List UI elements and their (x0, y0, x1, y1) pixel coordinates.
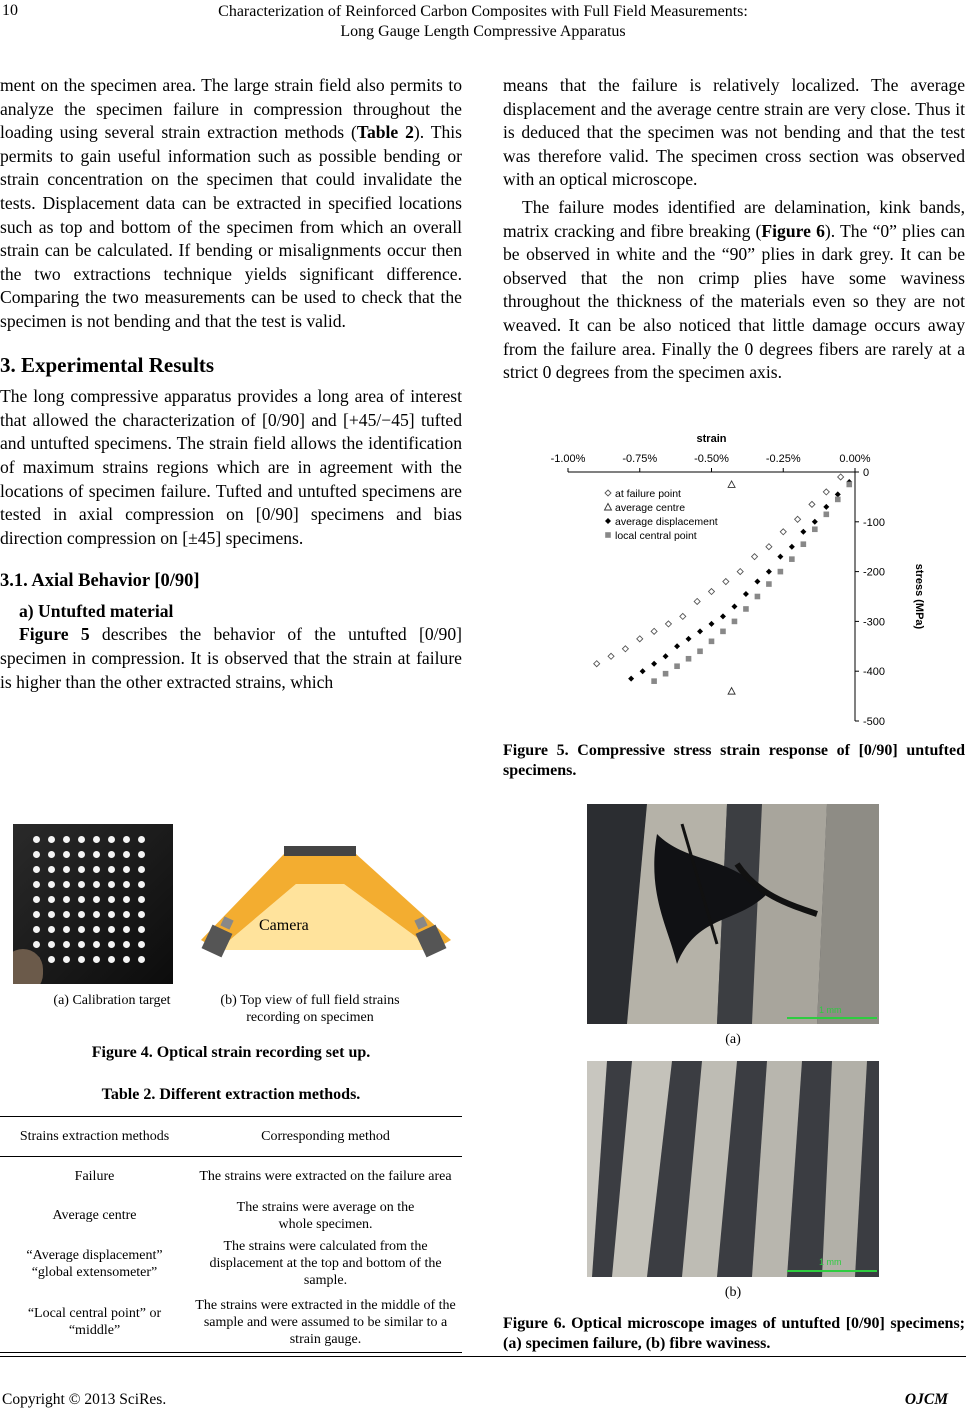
calibration-dot (48, 911, 55, 918)
legend-marker (605, 504, 612, 511)
calibration-dot (93, 941, 100, 948)
calibration-dot (78, 836, 85, 843)
x-tick-label: 0.00% (839, 453, 871, 465)
data-point (809, 501, 815, 507)
data-point (628, 676, 634, 682)
calibration-dot (93, 881, 100, 888)
calibration-dot (138, 851, 145, 858)
calibration-dot (63, 836, 70, 843)
calibration-dot (108, 866, 115, 873)
legend-marker (605, 490, 611, 496)
data-point (766, 569, 772, 575)
scale-bar-label: 1 mm (819, 1257, 842, 1267)
x-tick-label: -0.25% (765, 453, 801, 465)
data-point (789, 556, 795, 562)
calibration-dot (93, 836, 100, 843)
data-point (838, 474, 844, 480)
data-point (778, 569, 784, 575)
calibration-dot (108, 836, 115, 843)
calibration-dot (108, 881, 115, 888)
data-point (680, 613, 686, 619)
data-point (651, 628, 657, 634)
paragraph-4: means that the failure is relatively localized. The average displacement and the average centre strain are very close. Thus it is deduced that the specimen was not bending and that the test was therefore valid. The specimen cross section was observed with an optical microscope. (503, 75, 965, 190)
data-point (846, 482, 852, 488)
figure6-caption: Figure 6. Optical microscope images of untufted [0/90] specimens; (a) specimen failure, (b) fibre waviness. (503, 1315, 965, 1352)
data-point (731, 603, 737, 609)
calibration-dot (33, 911, 40, 918)
data-point (697, 648, 703, 654)
table-cell: The strains were average on the whole specimen. (236, 1199, 415, 1232)
calibration-dot (33, 926, 40, 933)
calibration-dot (78, 926, 85, 933)
y-axis-label: stress (MPa) (913, 563, 925, 630)
data-point (663, 671, 669, 677)
calibration-dot (138, 956, 145, 963)
data-point (728, 481, 735, 488)
calibration-dot (123, 956, 130, 963)
calibration-dot (48, 866, 55, 873)
calibration-dot (93, 956, 100, 963)
data-point (686, 656, 692, 662)
figure5-caption: Figure 5. Compressive stress strain response of [0/90] untufted specimens. (503, 742, 965, 779)
journal-name: OJCM (904, 1391, 948, 1408)
legend-entry: local central point (615, 530, 697, 542)
data-point (709, 589, 715, 595)
calibration-dot (33, 836, 40, 843)
data-point (686, 636, 692, 642)
data-point (697, 628, 703, 634)
table-cell: The strains were extracted in the middle of the sample and were assumed to be similar to a strain gauge. (195, 1297, 456, 1347)
data-point (663, 653, 669, 659)
calibration-dot (108, 911, 115, 918)
calibration-dot (138, 941, 145, 948)
calibration-dot (33, 851, 40, 858)
table-cell: The strains were extracted on the failure area (199, 1169, 452, 1185)
stress-strain-chart (520, 420, 930, 730)
calibration-dot (33, 881, 40, 888)
paragraph-3: Figure 5 describes the behavior of the untufted [0/90] specimen in compression. It is observed that the strain at failure is higher than the other extracted strains, which (0, 624, 463, 692)
data-point (835, 497, 841, 503)
calibration-dot (123, 896, 130, 903)
data-point (812, 526, 818, 532)
calibration-dot (123, 866, 130, 873)
scale-bar-label: 1 mm (819, 1005, 842, 1015)
data-point (835, 491, 841, 497)
data-point (651, 678, 657, 684)
calibration-dot (93, 866, 100, 873)
calibration-dot (108, 896, 115, 903)
calibration-dot (78, 866, 85, 873)
data-point (800, 529, 806, 535)
x-tick-label: -1.00% (550, 453, 586, 465)
calibration-dot (138, 836, 145, 843)
calibration-dot-grid (33, 836, 163, 976)
calibration-dot (93, 911, 100, 918)
calibration-dot (93, 926, 100, 933)
calibration-dot (78, 896, 85, 903)
microscope-image-failure (587, 804, 879, 1024)
calibration-dot (48, 956, 55, 963)
calibration-dot (48, 926, 55, 933)
data-point (766, 581, 772, 587)
camera-label: Camera (259, 917, 309, 934)
header-line-1: Characterization of Reinforced Carbon Composites with Full Field Measurements: (218, 3, 748, 20)
data-point (720, 613, 726, 619)
calibration-dot (48, 896, 55, 903)
data-point (789, 544, 795, 550)
data-point (754, 579, 760, 585)
calibration-dot (78, 941, 85, 948)
calibration-dot (63, 926, 70, 933)
calibration-dot (78, 881, 85, 888)
section-heading: 3. Experimental Results (0, 352, 215, 377)
calibration-dot (123, 881, 130, 888)
calibration-dot (93, 896, 100, 903)
y-tick-label: -100 (863, 516, 886, 529)
subsubsection-heading: a) Untufted material (19, 600, 174, 621)
data-point (777, 554, 783, 560)
calibration-dot (123, 926, 130, 933)
calibration-dot (138, 881, 145, 888)
data-point (766, 544, 772, 550)
data-point (622, 646, 628, 652)
calibration-dot (78, 956, 85, 963)
copyright-text: Copyright © 2013 SciRes. (2, 1391, 167, 1408)
calibration-dot (63, 941, 70, 948)
x-axis-label: strain (696, 433, 727, 445)
calibration-dot (48, 836, 55, 843)
y-tick-label: -500 (863, 716, 886, 728)
fig6-subcaption-b: (b) (724, 1285, 742, 1300)
left-column (0, 74, 462, 694)
data-point (743, 591, 749, 597)
calibration-dot (108, 851, 115, 858)
data-point (823, 504, 829, 510)
calibration-dot (108, 926, 115, 933)
calibration-dot (63, 956, 70, 963)
table-cell: Average centre (52, 1208, 137, 1223)
specimen-bar (284, 846, 356, 856)
figure4-caption: Figure 4. Optical strain recording set up. (91, 1044, 371, 1061)
data-point (823, 489, 829, 495)
microscope-image-waviness (587, 1061, 879, 1277)
legend-marker (605, 532, 611, 538)
y-tick-label: -400 (863, 666, 886, 679)
calibration-dot (48, 851, 55, 858)
data-point (674, 643, 680, 649)
calibration-dot (108, 956, 115, 963)
calibration-dot (48, 881, 55, 888)
data-point (795, 516, 801, 522)
calibration-dot (123, 941, 130, 948)
legend-entry: at failure point (615, 488, 681, 500)
y-tick-label: -300 (863, 616, 886, 629)
header-line-2: Long Gauge Length Compressive Apparatus (340, 23, 626, 40)
data-point (709, 639, 715, 645)
calibration-dot (33, 896, 40, 903)
calibration-dot (138, 911, 145, 918)
paragraph-1: ment on the specimen area. The large strain field also permits to analyze the specimen failure in compression throughout the loading using several strain extraction methods (Table 2). This permits to gain useful information such as possible bending or strain concentration on the specimen that could invalidate the tests. Displacement data can be extracted in specified locations such as top and bottom of the specimen from which an overall strain can be calculated. If bending or misalignments occur then the two extractions technique yields significant difference. Comparing the two measurements can be used to check that the specimen is not bending and that the test is valid. (0, 75, 463, 331)
paragraph-5: The failure modes identified are delamination, kink bands, matrix cracking and fibre breaking (Figure 6). The “0” plies can be observed in white and the “90” plies in dark grey. It can be observed that the non crimp plies have some waviness throughout the thickness of the materials even so they are not weaved. It can be also noticed that little damage occurs away from the failure area. Finally the 0 degrees fibers are rarely at a strict 0 degrees from the specimen axis. (503, 196, 965, 383)
waviness-micrograph (587, 1061, 879, 1277)
table2-caption: Table 2. Different extraction methods. (101, 1086, 361, 1103)
calibration-target-image (13, 824, 173, 984)
calibration-dot (108, 941, 115, 948)
data-point (651, 661, 657, 667)
data-point (728, 688, 735, 695)
running-header (0, 2, 966, 42)
x-tick-label: -0.75% (622, 453, 658, 465)
data-point (752, 554, 758, 560)
data-point (743, 606, 749, 612)
data-point (801, 541, 807, 547)
calibration-dot (78, 911, 85, 918)
legend-entry: average displacement (615, 516, 718, 528)
data-point (732, 619, 738, 625)
calibration-dot (78, 851, 85, 858)
data-point (637, 636, 643, 642)
data-point (812, 519, 818, 525)
fig4-subcaption-b: (b) Top view of full field strains recording on specimen (220, 993, 400, 1025)
data-point (723, 579, 729, 585)
calibration-dot (138, 926, 145, 933)
legend-entry: average centre (615, 502, 686, 514)
calibration-dot (63, 881, 70, 888)
calibration-dot (93, 851, 100, 858)
calibration-dot (33, 866, 40, 873)
x-tick-label: -0.50% (694, 453, 729, 465)
calibration-dot (48, 941, 55, 948)
y-tick-label: 0 (863, 467, 870, 479)
data-point (594, 661, 600, 667)
failure-micrograph (587, 804, 879, 1024)
legend-marker (605, 518, 611, 524)
table-cell: “Local central point” or “middle” (27, 1306, 162, 1339)
paragraph-2: The long compressive apparatus provides a long area of interest that allowed the characterization of [0/90] and [+45/−45] tufted and untufted specimens. The strain field allows the identification of maximum strains regions which are in agreement with the locations of specimen failure. Tufted and untufted specimens are tested in axial compression on [0/90] specimens and bias direction compression on [±45] specimens. (0, 386, 462, 548)
data-point (665, 621, 671, 627)
extraction-methods-table (0, 1116, 462, 1353)
data-point (694, 598, 700, 604)
data-point (720, 629, 726, 635)
table-cell: “Average displacement” “global extensometer” (26, 1247, 163, 1280)
page-number: 10 (2, 2, 18, 19)
footer-rule (0, 1356, 966, 1357)
calibration-dot (63, 896, 70, 903)
right-column (503, 74, 965, 385)
calibration-dot (123, 851, 130, 858)
calibration-dot (63, 851, 70, 858)
calibration-dot (138, 866, 145, 873)
calibration-dot (138, 896, 145, 903)
data-point (674, 663, 680, 669)
fig4-subcaption-a: (a) Calibration target (53, 993, 171, 1008)
table-header: Corresponding method (261, 1129, 390, 1144)
y-tick-label: -200 (863, 566, 886, 579)
data-point (737, 569, 743, 575)
table-cell: The strains were calculated from the displacement at the top and bottom of the sample. (209, 1239, 442, 1288)
data-point (709, 621, 715, 627)
fig6-subcaption-a: (a) (725, 1032, 741, 1047)
data-point (640, 668, 646, 674)
calibration-dot (63, 866, 70, 873)
table-cell: Failure (74, 1169, 115, 1185)
camera-setup-diagram (196, 840, 452, 990)
calibration-dot (63, 911, 70, 918)
calibration-dot (123, 911, 130, 918)
calibration-dot (33, 941, 40, 948)
data-point (824, 512, 830, 518)
data-point (755, 594, 761, 600)
data-point (780, 529, 786, 535)
subsection-heading: 3.1. Axial Behavior [0/90] (0, 571, 200, 592)
data-point (608, 653, 614, 659)
calibration-dot (123, 836, 130, 843)
table-header: Strains extraction methods (19, 1129, 170, 1144)
